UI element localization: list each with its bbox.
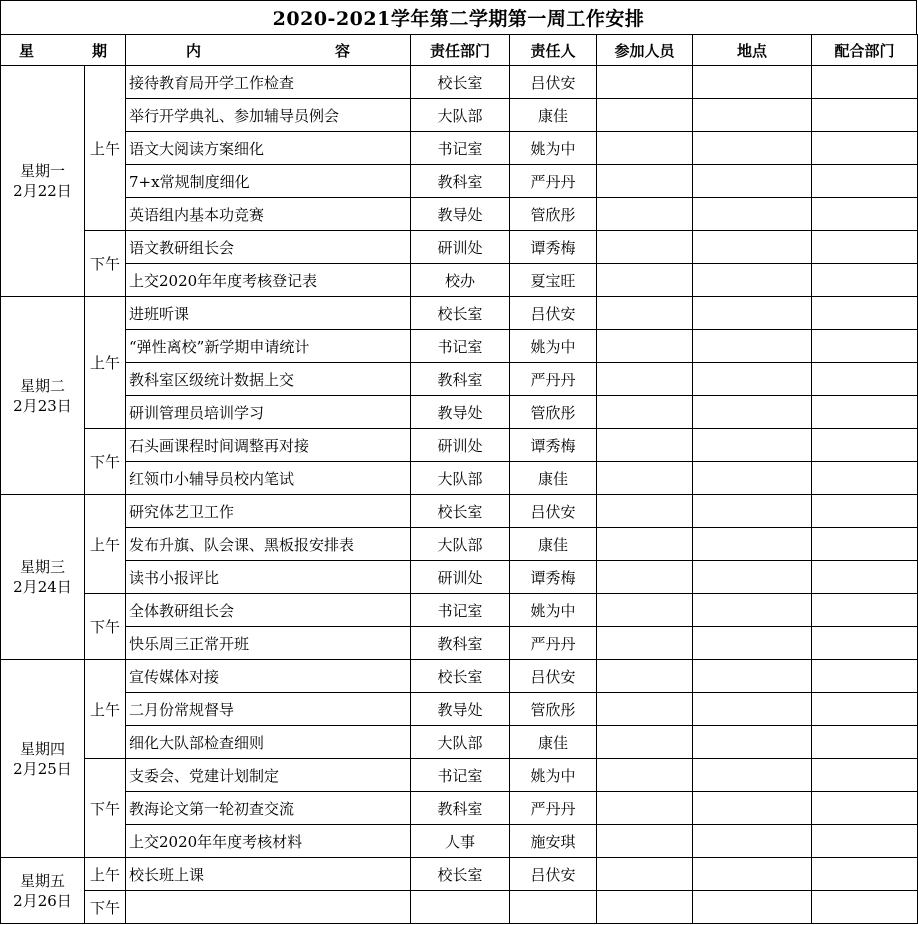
table-row [1, 759, 918, 792]
period-cell: 上午 [85, 858, 126, 891]
person-cell: 严丹丹 [510, 363, 597, 396]
participants-cell [597, 726, 693, 759]
table-row [1, 264, 918, 297]
table-row [1, 726, 918, 759]
coop-cell [812, 759, 918, 792]
person-cell: 谭秀梅 [510, 561, 597, 594]
person-cell: 吕伏安 [510, 858, 597, 891]
content-cell: 读书小报评比 [126, 561, 411, 594]
dept-cell: 校长室 [411, 858, 510, 891]
location-cell [693, 792, 812, 825]
person-cell: 吕伏安 [510, 66, 597, 99]
header-person: 责任人 [510, 35, 597, 66]
content-cell: 细化大队部检查细则 [126, 726, 411, 759]
coop-cell [812, 231, 918, 264]
table-row [1, 297, 918, 330]
content-cell: 发布升旗、队会课、黑板报安排表 [126, 528, 411, 561]
participants-cell [597, 66, 693, 99]
content-cell: 进班听课 [126, 297, 411, 330]
table-row [1, 693, 918, 726]
dept-cell: 研训处 [411, 429, 510, 462]
location-cell [693, 363, 812, 396]
participants-cell [597, 825, 693, 858]
coop-cell [812, 594, 918, 627]
location-cell [693, 495, 812, 528]
coop-cell [812, 726, 918, 759]
content-cell: 语文大阅读方案细化 [126, 132, 411, 165]
table-row [1, 99, 918, 132]
content-cell: 语文教研组长会 [126, 231, 411, 264]
location-cell [693, 825, 812, 858]
table-row [1, 132, 918, 165]
coop-cell [812, 165, 918, 198]
location-cell [693, 660, 812, 693]
location-cell [693, 891, 812, 924]
person-cell: 管欣彤 [510, 693, 597, 726]
coop-cell [812, 132, 918, 165]
participants-cell [597, 891, 693, 924]
table-row [1, 462, 918, 495]
participants-cell [597, 264, 693, 297]
header-day: 星 期 [1, 35, 126, 66]
coop-cell [812, 693, 918, 726]
period-cell: 下午 [85, 594, 126, 660]
period-cell: 下午 [85, 231, 126, 297]
participants-cell [597, 99, 693, 132]
participants-cell [597, 363, 693, 396]
dept-cell: 大队部 [411, 726, 510, 759]
content-cell: 研训管理员培训学习 [126, 396, 411, 429]
participants-cell [597, 462, 693, 495]
dept-cell: 大队部 [411, 462, 510, 495]
day-date: 2月25日 [13, 759, 72, 778]
schedule-body [1, 66, 918, 924]
location-cell [693, 759, 812, 792]
participants-cell [597, 231, 693, 264]
header-participants: 参加人员 [597, 35, 693, 66]
table-row [1, 792, 918, 825]
location-cell [693, 264, 812, 297]
coop-cell [812, 297, 918, 330]
location-cell [693, 99, 812, 132]
day-cell [1, 495, 85, 660]
person-cell: 康佳 [510, 99, 597, 132]
dept-cell: 校长室 [411, 297, 510, 330]
day-name: 星期一 [19, 162, 65, 180]
coop-cell [812, 462, 918, 495]
day-cell [1, 66, 85, 297]
coop-cell [812, 429, 918, 462]
coop-cell [812, 858, 918, 891]
content-cell: 支委会、党建计划制定 [126, 759, 411, 792]
person-cell [510, 891, 597, 924]
dept-cell: 大队部 [411, 99, 510, 132]
content-cell: 红领巾小辅导员校内笔试 [126, 462, 411, 495]
dept-cell: 校长室 [411, 66, 510, 99]
dept-cell: 书记室 [411, 330, 510, 363]
day-name: 星期五 [19, 871, 65, 890]
participants-cell [597, 759, 693, 792]
coop-cell [812, 495, 918, 528]
participants-cell [597, 396, 693, 429]
header-content: 内 容 [126, 35, 411, 66]
content-cell: 校长班上课 [126, 858, 411, 891]
table-row [1, 594, 918, 627]
dept-cell: 教科室 [411, 627, 510, 660]
content-cell: 二月份常规督导 [126, 693, 411, 726]
period-cell: 上午 [85, 297, 126, 429]
table-row [1, 858, 918, 891]
person-cell: 姚为中 [510, 330, 597, 363]
header-dept: 责任部门 [411, 35, 510, 66]
participants-cell [597, 165, 693, 198]
person-cell: 管欣彤 [510, 396, 597, 429]
coop-cell [812, 66, 918, 99]
day-cell [1, 660, 85, 858]
person-cell: 吕伏安 [510, 495, 597, 528]
table-row [1, 363, 918, 396]
content-cell: 举行开学典礼、参加辅导员例会 [126, 99, 411, 132]
participants-cell [597, 561, 693, 594]
dept-cell: 人事 [411, 825, 510, 858]
dept-cell: 校长室 [411, 660, 510, 693]
coop-cell [812, 198, 918, 231]
dept-cell: 校办 [411, 264, 510, 297]
dept-cell: 教导处 [411, 396, 510, 429]
period-cell: 下午 [85, 429, 126, 495]
coop-cell [812, 330, 918, 363]
dept-cell: 研训处 [411, 561, 510, 594]
participants-cell [597, 297, 693, 330]
day-date: 2月23日 [13, 396, 72, 415]
coop-cell [812, 396, 918, 429]
period-cell: 上午 [85, 660, 126, 759]
schedule-title: 2020-2021学年第二学期第一周工作安排 [0, 0, 917, 34]
dept-cell: 书记室 [411, 132, 510, 165]
location-cell [693, 858, 812, 891]
content-cell: 7+x常规制度细化 [126, 165, 411, 198]
period-cell: 下午 [85, 891, 126, 924]
participants-cell [597, 528, 693, 561]
table-row [1, 66, 918, 99]
table-row [1, 561, 918, 594]
dept-cell: 书记室 [411, 594, 510, 627]
schedule-table [0, 34, 918, 924]
table-row [1, 198, 918, 231]
person-cell: 康佳 [510, 528, 597, 561]
table-row [1, 165, 918, 198]
location-cell [693, 297, 812, 330]
period-cell: 上午 [85, 495, 126, 594]
header-row [1, 35, 918, 66]
table-row [1, 495, 918, 528]
dept-cell: 研训处 [411, 231, 510, 264]
participants-cell [597, 627, 693, 660]
period-cell: 下午 [85, 759, 126, 858]
content-cell: 全体教研组长会 [126, 594, 411, 627]
content-cell: 接待教育局开学工作检查 [126, 66, 411, 99]
content-cell: 宣传媒体对接 [126, 660, 411, 693]
location-cell [693, 528, 812, 561]
day-name: 星期三 [19, 558, 65, 576]
content-cell: 石头画课程时间调整再对接 [126, 429, 411, 462]
person-cell: 谭秀梅 [510, 429, 597, 462]
location-cell [693, 627, 812, 660]
coop-cell [812, 363, 918, 396]
location-cell [693, 693, 812, 726]
person-cell: 吕伏安 [510, 660, 597, 693]
table-row [1, 825, 918, 858]
table-row [1, 528, 918, 561]
dept-cell: 教导处 [411, 198, 510, 231]
location-cell [693, 66, 812, 99]
participants-cell [597, 792, 693, 825]
person-cell: 姚为中 [510, 132, 597, 165]
table-row [1, 330, 918, 363]
day-cell [1, 297, 85, 495]
participants-cell [597, 132, 693, 165]
dept-cell [411, 891, 510, 924]
participants-cell [597, 858, 693, 891]
participants-cell [597, 330, 693, 363]
person-cell: 夏宝旺 [510, 264, 597, 297]
day-date: 2月24日 [13, 578, 72, 596]
dept-cell: 教科室 [411, 363, 510, 396]
location-cell [693, 462, 812, 495]
content-cell: 教海论文第一轮初查交流 [126, 792, 411, 825]
coop-cell [812, 627, 918, 660]
person-cell: 康佳 [510, 726, 597, 759]
day-date: 2月22日 [13, 182, 72, 200]
header-coop: 配合部门 [812, 35, 918, 66]
coop-cell [812, 561, 918, 594]
dept-cell: 教导处 [411, 693, 510, 726]
location-cell [693, 231, 812, 264]
dept-cell: 教科室 [411, 792, 510, 825]
person-cell: 严丹丹 [510, 627, 597, 660]
coop-cell [812, 528, 918, 561]
table-row [1, 429, 918, 462]
dept-cell: 书记室 [411, 759, 510, 792]
participants-cell [597, 660, 693, 693]
person-cell: 管欣彤 [510, 198, 597, 231]
header-location: 地点 [693, 35, 812, 66]
dept-cell: 大队部 [411, 528, 510, 561]
location-cell [693, 330, 812, 363]
person-cell: 吕伏安 [510, 297, 597, 330]
day-cell [1, 858, 85, 924]
coop-cell [812, 99, 918, 132]
table-row [1, 231, 918, 264]
participants-cell [597, 495, 693, 528]
content-cell: 英语组内基本功竞赛 [126, 198, 411, 231]
dept-cell: 校长室 [411, 495, 510, 528]
location-cell [693, 396, 812, 429]
person-cell: 谭秀梅 [510, 231, 597, 264]
content-cell [126, 891, 411, 924]
content-cell: 教科室区级统计数据上交 [126, 363, 411, 396]
table-row [1, 396, 918, 429]
coop-cell [812, 891, 918, 924]
day-name: 星期四 [19, 739, 65, 758]
location-cell [693, 132, 812, 165]
location-cell [693, 165, 812, 198]
location-cell [693, 429, 812, 462]
day-date: 2月26日 [13, 891, 72, 910]
location-cell [693, 726, 812, 759]
participants-cell [597, 198, 693, 231]
content-cell: “弹性离校”新学期申请统计 [126, 330, 411, 363]
coop-cell [812, 792, 918, 825]
period-cell: 上午 [85, 66, 126, 231]
table-row [1, 660, 918, 693]
person-cell: 严丹丹 [510, 165, 597, 198]
person-cell: 施安琪 [510, 825, 597, 858]
content-cell: 上交2020年年度考核材料 [126, 825, 411, 858]
coop-cell [812, 660, 918, 693]
person-cell: 姚为中 [510, 759, 597, 792]
content-cell: 研究体艺卫工作 [126, 495, 411, 528]
location-cell [693, 198, 812, 231]
dept-cell: 教科室 [411, 165, 510, 198]
person-cell: 康佳 [510, 462, 597, 495]
coop-cell [812, 264, 918, 297]
person-cell: 严丹丹 [510, 792, 597, 825]
table-row [1, 891, 918, 924]
person-cell: 姚为中 [510, 594, 597, 627]
location-cell [693, 561, 812, 594]
content-cell: 上交2020年年度考核登记表 [126, 264, 411, 297]
participants-cell [597, 594, 693, 627]
participants-cell [597, 429, 693, 462]
location-cell [693, 594, 812, 627]
table-row [1, 627, 918, 660]
participants-cell [597, 693, 693, 726]
content-cell: 快乐周三正常开班 [126, 627, 411, 660]
day-name: 星期二 [19, 376, 65, 395]
coop-cell [812, 825, 918, 858]
